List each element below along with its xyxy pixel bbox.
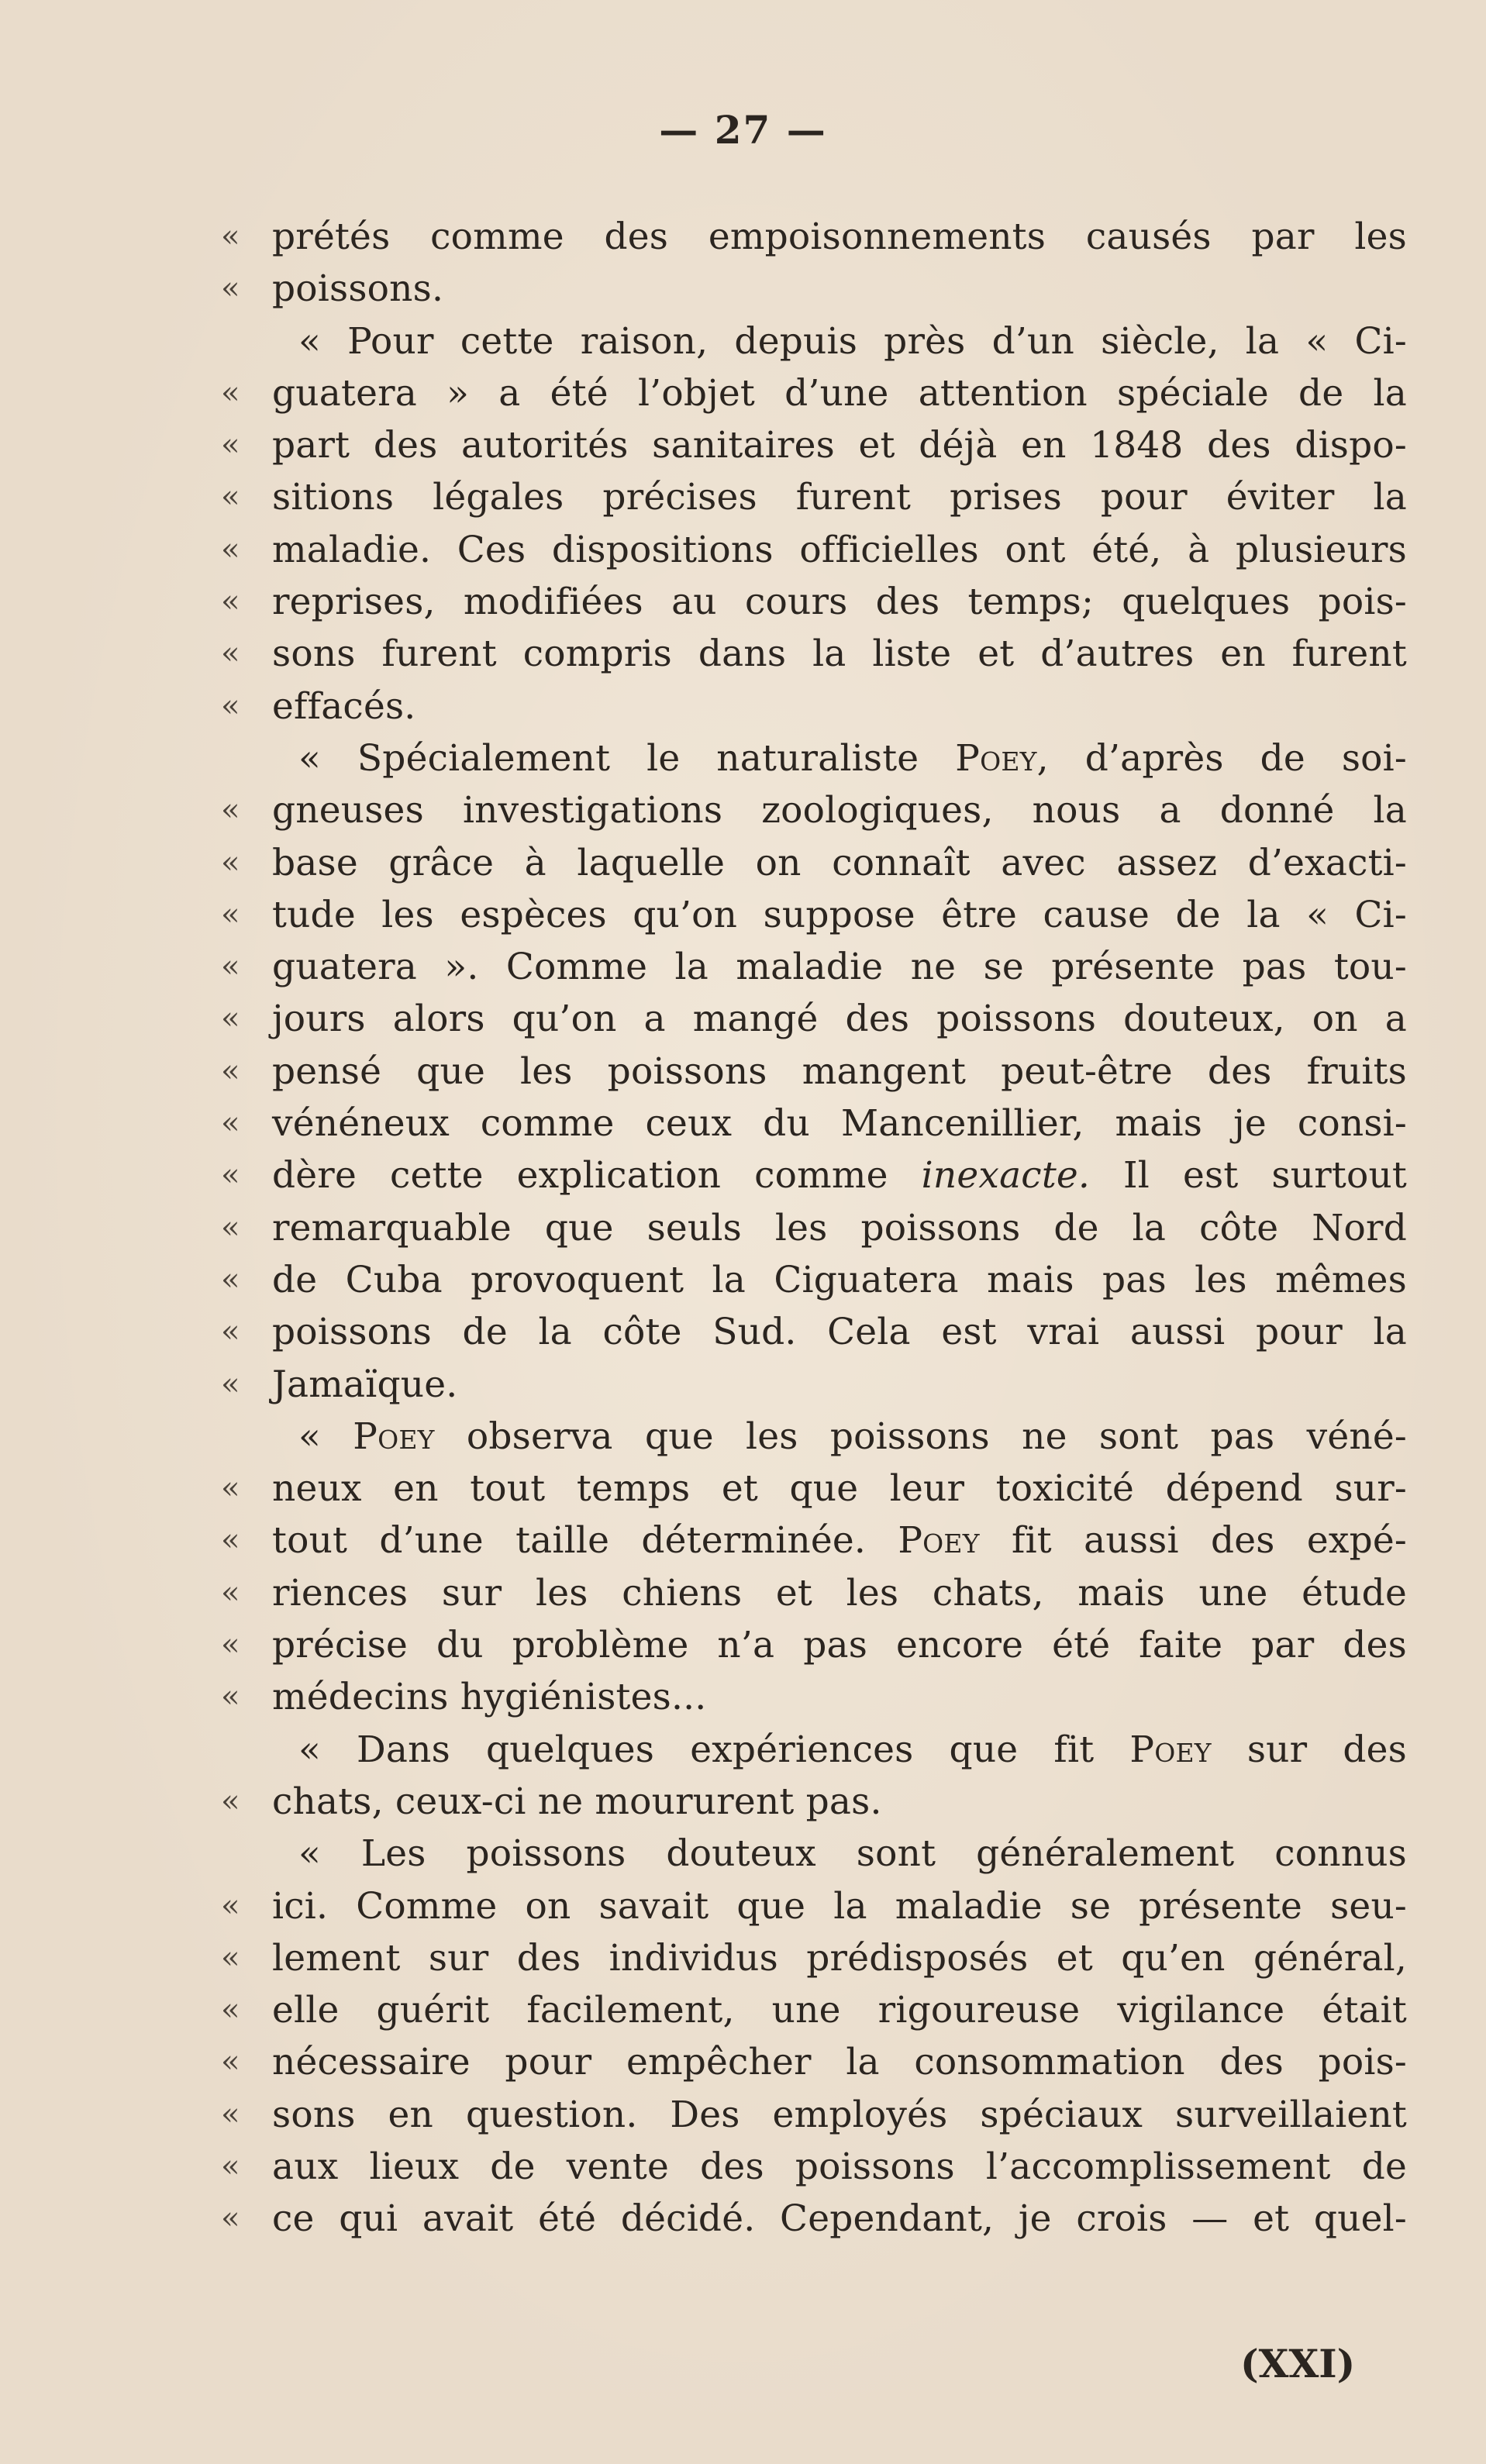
line-text: sons furent compris dans la liste et d’autres en furent [272,632,1407,676]
guillemet-marker: « [221,1209,240,1246]
text-line [221,1254,1407,1306]
line-text: guatera » a été l’objet d’une attention spéciale de la [272,371,1407,415]
line-text: chats, ceux-ci ne moururent pas. [272,1780,882,1823]
text-line [221,1411,1407,1463]
line-text [272,1515,1407,1566]
line-text [298,732,1407,784]
text-line [221,732,1407,784]
guillemet-marker: « [221,1053,240,1089]
line-text: tude les espèces qu’on suppose être cause de la « Ci- [272,893,1407,936]
line-text: neux en tout temps et que leur toxicité dépend sur- [272,1467,1407,1511]
line-text: poissons de la côte Sud. Cela est vrai aussi pour la [272,1311,1407,1354]
line-text: sitions légales précises furent prises pour éviter la [272,476,1407,519]
line-text: prétés comme des empoisonnements causés par les [272,215,1407,258]
guillemet-marker: « [221,949,240,985]
line-text: reprises, modifiées au cours des temps; quelques pois- [272,581,1407,624]
text-line [221,1724,1407,1776]
text-line [221,1359,1407,1411]
line-text: poissons. [272,267,444,311]
guillemet-marker: « [221,688,240,724]
guillemet-marker: « [221,844,240,880]
line-text: remarquable que seuls les poissons de la côte Nord [272,1206,1407,1249]
guillemet-marker: « [221,1679,240,1715]
text-line [221,681,1407,732]
line-text: de Cuba provoquent la Ciguatera mais pas les mêmes [272,1258,1407,1301]
text-line [221,524,1407,576]
text-line [221,576,1407,628]
line-text: elle guérit facilement, une rigoureuse vigilance était [272,1989,1407,2032]
guillemet-marker: « [221,1157,240,1194]
guillemet-marker: « [221,1001,240,1037]
line-text: gneuses investigations zoologiques, nous a donné la [272,789,1407,832]
text-line [221,2193,1407,2245]
text-line [221,471,1407,523]
text-line [221,1463,1407,1515]
line-text: jours alors qu’on a mangé des poissons douteux, on a [272,998,1407,1041]
guillemet-marker: « [221,531,240,567]
guillemet-marker: « [221,1105,240,1142]
text-line [221,628,1407,680]
line-text: médecins hygiénistes... [272,1676,707,1719]
text-line [221,1567,1407,1619]
text-line [221,1046,1407,1098]
line-text: « Pour cette raison, depuis près d’un siècle, la « Ci- [298,319,1407,363]
line-text [272,1149,1407,1201]
text-line [221,367,1407,419]
text-run: tout d’une taille déterminée. [272,1519,898,1563]
guillemet-marker: « [221,896,240,932]
line-text: Jamaïque. [272,1363,458,1406]
guillemet-marker: « [221,1366,240,1402]
guillemet-marker: « [221,584,240,620]
text-run: , d’après de soi- [1036,736,1407,780]
line-text: effacés. [272,684,416,728]
small-caps-name: Poey [955,736,1037,780]
guillemet-marker: « [221,1627,240,1663]
text-line [221,1671,1407,1723]
line-text: nécessaire pour empêcher la consommation des pois- [272,2041,1407,2084]
body-text [221,211,1407,2245]
small-caps-name: Poey [353,1415,435,1458]
guillemet-marker: « [221,2200,240,2237]
text-run: « Spécialement le naturaliste [298,736,956,780]
text-line [221,1984,1407,2036]
text-line [221,211,1407,263]
text-line [221,993,1407,1045]
text-line [221,889,1407,941]
text-line [221,1098,1407,1149]
text-run: « Dans quelques expériences que fit [298,1728,1130,1771]
line-text: pensé que les poissons mangent peut-être des fruits [272,1049,1407,1093]
text-line [221,784,1407,836]
guillemet-marker: « [221,2148,240,2184]
text-line [221,2089,1407,2141]
line-text [298,1411,1407,1463]
text-line [221,1202,1407,1254]
signature-mark: (XXI) [1240,2341,1356,2386]
guillemet-marker: « [221,1314,240,1350]
italic-word: inexacte. [921,1154,1091,1198]
small-caps-name: Poey [898,1519,980,1563]
guillemet-marker: « [221,2096,240,2132]
text-line [221,941,1407,993]
text-line [221,315,1407,367]
line-text: vénéneux comme ceux du Mancenillier, mais je consi- [272,1102,1407,1146]
guillemet-marker: « [221,427,240,464]
text-line [221,837,1407,889]
line-text: riences sur les chiens et les chats, mais une étude [272,1571,1407,1615]
line-text: ce qui avait été décidé. Cependant, je crois — et quel- [272,2197,1407,2241]
line-text: guatera ». Comme la maladie ne se présente pas tou- [272,946,1407,989]
guillemet-marker: « [221,219,240,254]
text-line [221,1776,1407,1828]
guillemet-marker: « [221,1887,240,1924]
text-line [221,1619,1407,1671]
text-line [221,1828,1407,1880]
small-caps-name: Poey [1129,1728,1212,1771]
guillemet-marker: « [221,1992,240,2028]
line-text: lement sur des individus prédisposés et qu’en général, [272,1936,1407,1980]
line-text: aux lieux de vente des poissons l’accomplissement de [272,2145,1407,2188]
guillemet-marker: « [221,374,240,411]
guillemet-marker: « [221,1939,240,1976]
text-line [221,263,1407,315]
guillemet-marker: « [221,479,240,515]
line-text: sons en question. Des employés spéciaux surveillaient [272,2093,1407,2136]
text-run: sur des [1211,1728,1407,1771]
guillemet-marker: « [221,636,240,672]
line-text: « Les poissons douteux sont généralement connus [298,1832,1407,1876]
line-text: part des autorités sanitaires et déjà en 1848 des dispo- [272,424,1407,467]
text-run: Il est surtout [1090,1154,1407,1198]
line-text [298,1724,1407,1776]
text-line [221,1880,1407,1932]
guillemet-marker: « [221,1574,240,1611]
text-line [221,1306,1407,1358]
text-line [221,2036,1407,2088]
line-text: maladie. Ces dispositions officielles ont été, à plusieurs [272,528,1407,571]
line-text: ici. Comme on savait que la maladie se présente seu- [272,1884,1407,1928]
text-line [221,2141,1407,2193]
text-line [221,1149,1407,1201]
page-number: — 27 — [659,107,827,153]
guillemet-marker: « [221,2044,240,2080]
text-run: dère cette explication comme [272,1154,922,1198]
guillemet-marker: « [221,1522,240,1559]
line-text: base grâce à laquelle on connaît avec assez d’exacti- [272,841,1407,884]
guillemet-marker: « [221,1783,240,1819]
guillemet-marker: « [221,792,240,829]
text-line [221,1932,1407,1984]
text-line [221,1515,1407,1566]
guillemet-marker: « [221,1261,240,1297]
text-line [221,419,1407,471]
text-run: « [298,1415,353,1458]
text-run: observa que les poissons ne sont pas véné- [434,1415,1407,1458]
line-text: précise du problème n’a pas encore été faite par des [272,1624,1407,1667]
text-run: fit aussi des expé- [979,1519,1407,1563]
guillemet-marker: « [221,271,240,307]
guillemet-marker: « [221,1470,240,1507]
